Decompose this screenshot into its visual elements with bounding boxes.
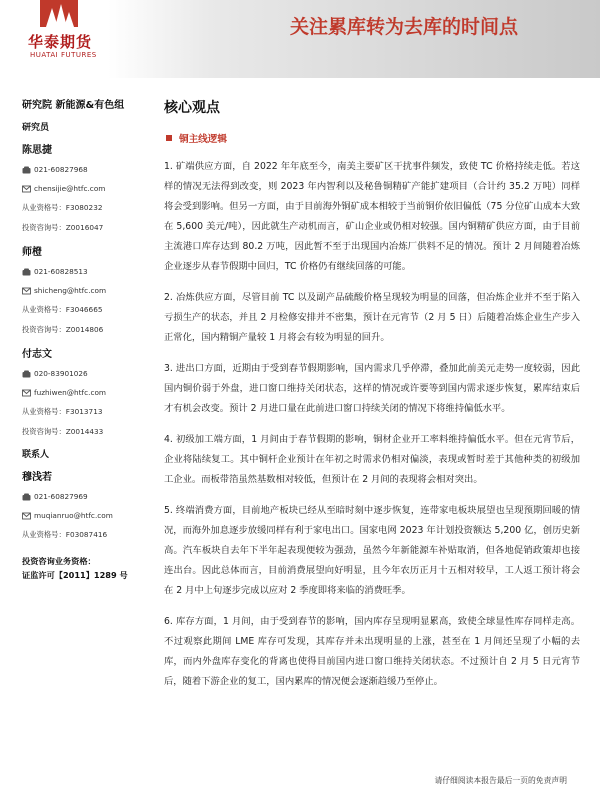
company-logo	[18, 0, 108, 70]
email-icon	[22, 185, 31, 193]
analyst-cert: 从业资格号：F3046665	[22, 305, 103, 314]
analyst-sidebar	[22, 96, 154, 582]
analyst-email[interactable]	[22, 184, 154, 193]
phone-icon	[22, 268, 31, 276]
email-text[interactable]: shicheng@htfc.com	[34, 286, 107, 295]
analyst-cert: 从业资格号：F3013713	[22, 407, 103, 416]
contact-cert: 从业资格号：F03087416	[22, 530, 108, 539]
logo-text-cn: 华泰期货	[28, 33, 93, 51]
paragraph-smelting: 2. 冶炼供应方面，尽管目前 TC 以及副产品硫酸价格呈现较为明显的回落，但冶炼企业并不至于陷入亏损生产的状态，并且 2 月检修安排并不密集，预计在元宵节（2 月 5 日）后随着冶炼企业生产步入正常化，国内精铜产量较 1 月将会有较为明显的回升。	[164, 292, 580, 343]
phone-icon	[22, 166, 31, 174]
logo-text-en: HUATAI FUTURES	[30, 51, 97, 59]
email-text[interactable]: fuzhiwen@htfc.com	[34, 388, 107, 397]
paragraph-inventory: 6. 库存方面，1 月间，由于受到春节的影响，国内库存呈现明显累高，致使全球显性库存同样走高。不过观察此期间 LME 库存可发现，其库存并未出现明显的上涨，甚至在 1 月间还呈现了小幅的去库，而内外盘库存变化的背离也使得目前国内进口窗口维持关闭状态。不过预计自 2 月 5 日元宵节后，随着下游企业的复工，国内累库的情况便会逐渐趋缓乃至停止。	[164, 616, 580, 687]
report-title: 关注累库转为去库的时间点	[290, 16, 519, 38]
researcher-heading: 研究员	[22, 123, 50, 133]
analyst-phone	[22, 165, 154, 174]
analyst-name: 付志文	[22, 349, 52, 360]
page-header	[0, 0, 600, 78]
paragraph-processing: 4. 初级加工端方面，1 月间由于春节假期的影响，铜材企业开工率料维持偏低水平。但在元宵节后，企业将陆续复工。其中铜杆企业预计在年初之时需求仍相对偏淡，表现或暂时差于其他种类的初级加工企业。而板带箔虽然基数相对较低，但预计在 2 月间的表现将会相对突出。	[164, 434, 580, 485]
analyst-phone	[22, 267, 154, 276]
sub-heading	[164, 131, 580, 145]
paragraph-consumption: 5. 终端消费方面，目前地产板块已经从至暗时刻中逐步恢复，连带家电板块展望也呈现预期回暖的情况，而海外加息逐步放缓同样有利于家电出口。国家电网 2023 年计划投资额达 5,200 亿，创历史新高。汽车板块自去年下半年起表现便较为强劲，虽然今年新能源车补贴取消，但各地促销政策却也接连出台。因此总体而言，目前消费展望向好明显，且今年农历正月十五相对较早，工人返工预计将会在 2 月中上旬逐步完成以应对 2 季度即将来临的消费旺季。	[164, 505, 580, 596]
disclaimer-footer: 请仔细阅读本报告最后一页的免责声明	[434, 776, 567, 785]
analyst-invest-cert: 投资咨询号：Z0016047	[22, 223, 104, 232]
analyst-name: 陈思捷	[22, 145, 52, 156]
analyst-card	[22, 345, 154, 437]
email-text[interactable]: muqianruo@htfc.com	[34, 511, 113, 520]
analyst-email[interactable]	[22, 388, 154, 397]
phone-icon	[22, 493, 31, 501]
analyst-cert: 从业资格号：F3080232	[22, 203, 103, 212]
main-content	[164, 97, 580, 703]
analyst-name: 师橙	[22, 247, 42, 258]
phone-text: 021-60828513	[34, 267, 88, 276]
license-number: 证监许可【2011】1289 号	[22, 570, 128, 580]
contact-card	[22, 468, 154, 540]
phone-text: 020-83901026	[34, 369, 88, 378]
square-bullet-icon	[166, 135, 172, 141]
email-icon	[22, 287, 31, 295]
analyst-card	[22, 141, 154, 233]
contact-heading: 联系人	[22, 450, 50, 460]
license-info	[22, 554, 154, 582]
analyst-card	[22, 243, 154, 335]
analyst-invest-cert: 投资咨询号：Z0014433	[22, 427, 104, 436]
analyst-invest-cert: 投资咨询号：Z0014806	[22, 325, 104, 334]
sub-heading-text: 铜主线逻辑	[179, 134, 227, 145]
contact-email[interactable]	[22, 511, 154, 520]
paragraph-mine-supply: 1. 矿端供应方面，自 2022 年年底至今，南美主要矿区干扰事件频发，致使 TC 价格持续走低。若这样的情况无法得到改变，则 2023 年内智利以及秘鲁铜精矿产能扩建项目（合计约 35.2 万吨）同样将会受到影响。但另一方面，由于目前海外铜矿成本相较于当前铜价依旧偏低（75 分位矿山成本大致在 5,600 美元/吨），因此就生产动机而言，矿山企业或仍相对较强。国内铜精矿供应方面，由于目前主流港口库存达到 80.2 万吨，因此暂不至于出现国内冶炼厂供料不足的情况。预计 2 月间随着冶炼企业逐步从春节假期中回归，TC 价格仍有继续回落的可能。	[164, 161, 580, 272]
license-label: 投资咨询业务资格：	[22, 556, 96, 566]
analyst-phone	[22, 369, 154, 378]
phone-text: 021-60827968	[34, 165, 88, 174]
email-icon	[22, 512, 31, 520]
email-icon	[22, 389, 31, 397]
analyst-email[interactable]	[22, 286, 154, 295]
phone-text: 021-60827969	[34, 492, 88, 501]
department-label: 研究院 新能源&有色组	[22, 100, 125, 111]
logo-mark-icon	[38, 0, 80, 30]
contact-phone	[22, 492, 154, 501]
email-text[interactable]: chensijie@htfc.com	[34, 184, 106, 193]
paragraph-import-export: 3. 进出口方面，近期由于受到春节假期影响，国内需求几乎停滞，叠加此前美元走势一度较弱，因此国内铜价弱于外盘，进口窗口维持关闭状态，这样的情况或许要等到国内需求逐步恢复，累库结束后才有机会改变。预计 2 月进口量在此前进口窗口持续关闭的情况下将维持偏低水平。	[164, 363, 580, 414]
section-title: 核心观点	[164, 100, 220, 116]
contact-name: 穆浅若	[22, 472, 52, 483]
phone-icon	[22, 370, 31, 378]
